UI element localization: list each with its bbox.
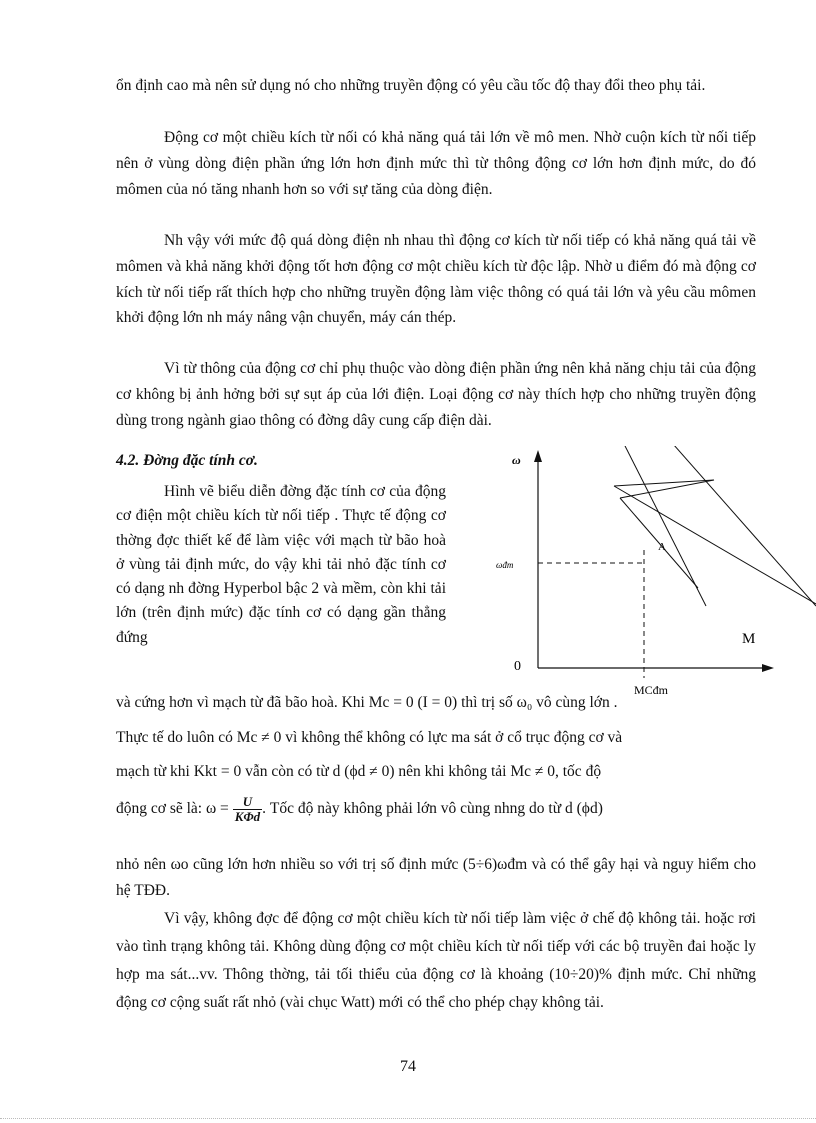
- point-a-label: A: [658, 541, 666, 553]
- section-heading: 4.2. Đờng đặc tính cơ.: [116, 452, 258, 469]
- omega-formula: [233, 795, 262, 824]
- paragraph-starting-torque: Nh vậy với mức độ quá dòng điện nh nhau thì động cơ kích từ nối tiếp có khả năng quá tải về mômen và khả năng khởi động tốt hơn động cơ một chiều kích từ độc lập. Nhờ u điểm đó mà động cơ kích từ nối tiếp rất thích hợp cho những truyền động làm việc thông có quá tải lớn và yêu cầu mômen khởi động lớn nh máy nâng vận chuyển, máy cán thép.: [116, 232, 756, 327]
- paragraph-no-load-danger: nhỏ nên ωo cũng lớn hơn nhiều so với trị số định mức (5÷6)ωđm và có thể gây hại và nguy hiểm cho hệ TĐĐ.: [116, 856, 756, 899]
- formula-numerator: U: [233, 795, 262, 810]
- formula-line: [116, 795, 756, 824]
- y-axis-arrow: [534, 450, 542, 462]
- paragraph-intro: ổn định cao mà nên sử dụng nó cho những truyền động có yêu cầu tốc độ thay đổi theo phụ tải.: [116, 77, 706, 94]
- formula-denominator: KΦd: [234, 809, 261, 824]
- paragraph-no-load-warning: Vì vậy, không đợc để động cơ một chiều kích từ nối tiếp làm việc ở chế độ không tải. hoặc rơi vào tình trạng không tải. Không dùng động cơ một chiều kích từ nối tiếp với các bộ truyền đai hoặc ly hợp ma sát...vv. Thông thờng, tải tối thiểu của động cơ là khoảng (10÷20)% định mức. Chỉ những động cơ cộng suất rất nhỏ (vài chục Watt) mới có thể cho phép chạy không tải.: [116, 910, 756, 1011]
- paragraph-voltage-drop: Vì từ thông của động cơ chỉ phụ thuộc vào dòng điện phần ứng nên khả năng chịu tải của động cơ không bị ảnh hởng bởi sự sụt áp của lới điện. Loại động cơ này thích hợp cho những truyền động dùng trong ngành giao thông có đờng dây cung cấp điện dài.: [116, 360, 756, 429]
- page-number: 74: [400, 1058, 416, 1075]
- y-axis-label: ω: [512, 453, 521, 467]
- mechanical-characteristic-figure: [470, 446, 816, 701]
- omega-dm-label: ωđm: [496, 560, 514, 570]
- m-cdm-label: MCđm: [634, 683, 669, 697]
- text-line: mạch từ khi Kkt = 0 vẫn còn có từ d (ϕd ≠ 0) nên khi không tải Mc ≠ 0, tốc độ: [116, 763, 602, 780]
- x-axis-label: M: [742, 631, 756, 647]
- paragraph-characteristic: Hình vẽ biểu diễn đờng đặc tính cơ của động cơ điện một chiều kích từ nối tiếp . Thực tế động cơ thờng đợc thiết kế để làm việc với mạch từ bão hoà ở vùng tải định mức, do vậy khi tải nhỏ đặc tính cơ có dạng nh đờng Hyperbol bậc 2 và mềm, còn khi tải lớn (trên định mức) đặc tính cơ có dạng gần thẳng đứng: [116, 483, 446, 646]
- text-line: và cứng hơn vì mạch từ đã bão hoà. Khi Mc = 0 (I = 0) thì trị số ω₀ vô cùng lớn .: [116, 694, 618, 711]
- footer-divider: [0, 1118, 816, 1119]
- characteristic-line: [666, 446, 816, 606]
- x-axis-arrow: [762, 664, 774, 672]
- paragraph-overload: Động cơ một chiều kích từ nối có khả năng quá tải lớn về mô men. Nhờ cuộn kích từ nối tiếp nên ở vùng dòng điện phần ứng lớn hơn định mức thì từ thông động cơ lớn hơn định mức, do đó mômen của nó tăng nhanh hơn so với sự tăng của dòng điện.: [116, 129, 756, 198]
- formula-suffix: . Tốc độ này không phải lớn vô cùng nhng do từ d (ϕd): [262, 800, 603, 818]
- origin-label: 0: [514, 659, 521, 674]
- formula-prefix: động cơ sẽ là: ω =: [116, 800, 229, 818]
- text-line: Thực tế do luôn có Mc ≠ 0 vì không thể không có lực ma sát ở cổ trục động cơ và: [116, 729, 623, 746]
